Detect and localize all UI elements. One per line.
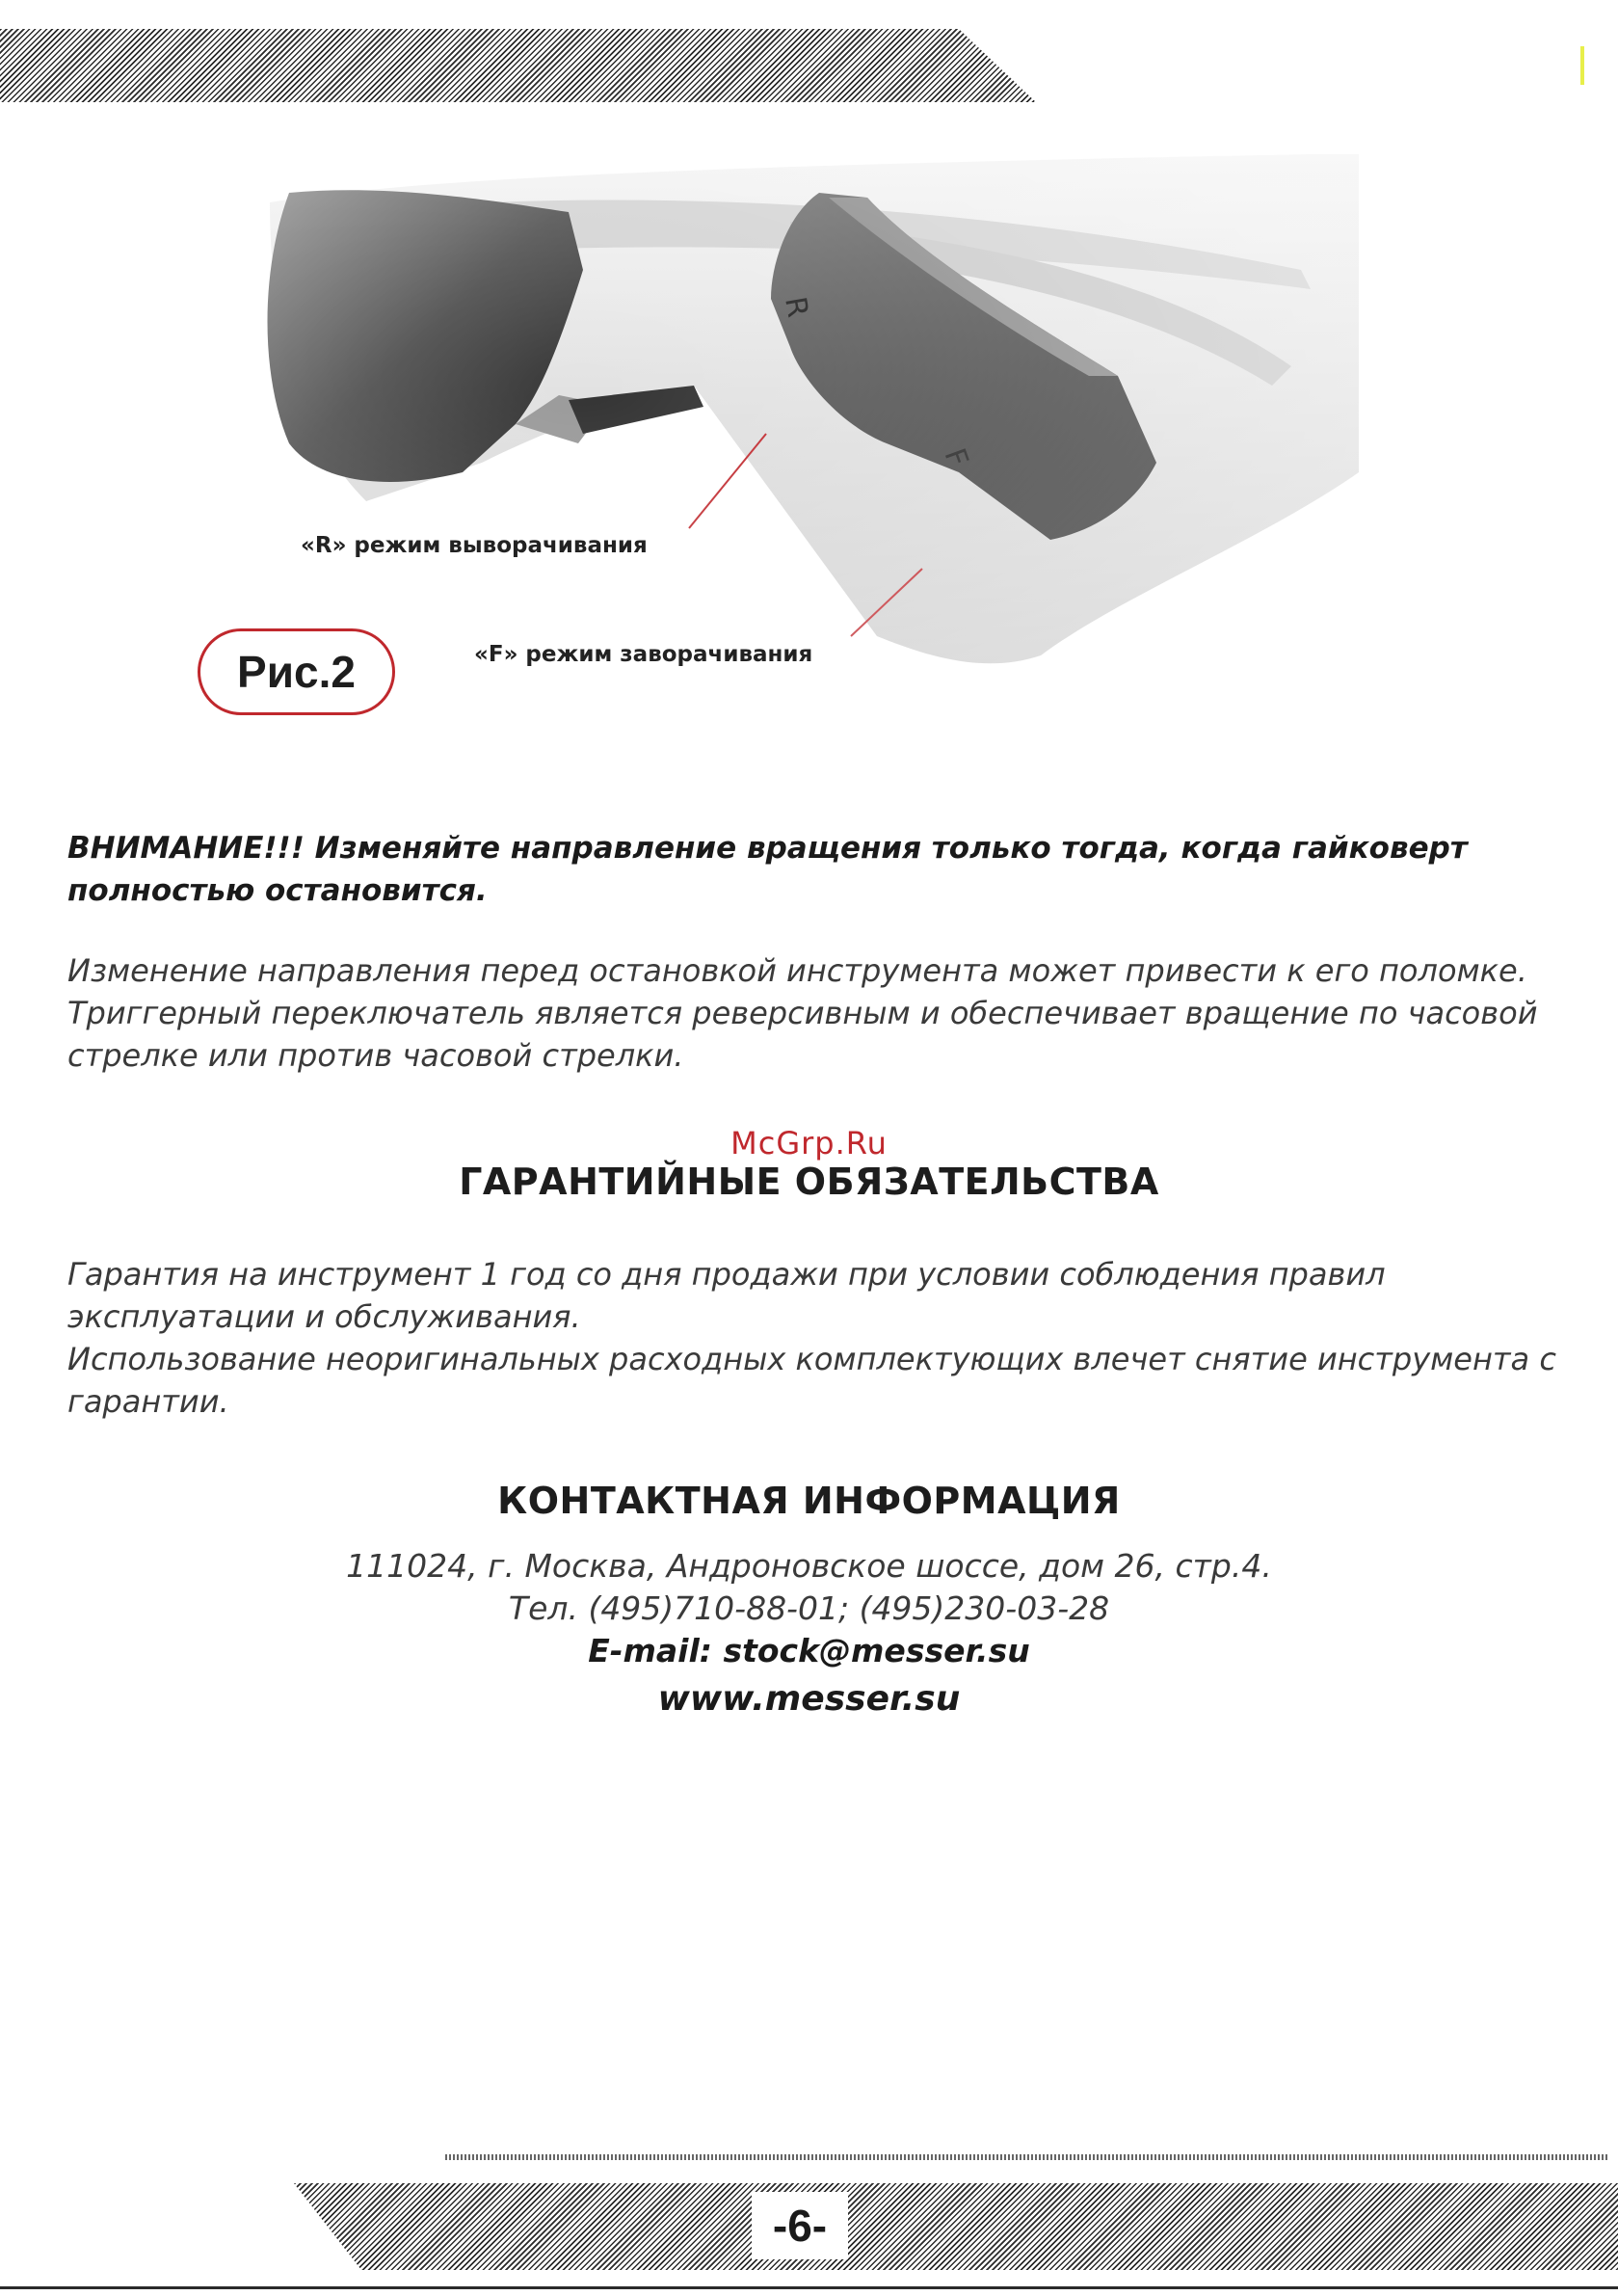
callout-f-label: «F» режим заворачивания — [474, 642, 813, 667]
warranty-line-1: Гарантия на инструмент 1 год со дня продажи при условии соблюдения правил эксплуатации и обслуживания. — [67, 1256, 1386, 1335]
contact-address: 111024, г. Москва, Андроновское шоссе, дом 26, стр.4. — [346, 1547, 1272, 1585]
contact-phones: Тел. (495)710-88-01; (495)230-03-28 — [508, 1589, 1110, 1627]
contact-website[interactable]: www.messer.su — [657, 1679, 961, 1719]
page-number-text: -6- — [772, 2201, 828, 2251]
contact-email[interactable]: E-mail: stock@messer.su — [588, 1632, 1030, 1669]
corner-mark — [1580, 46, 1584, 85]
footer-dotted-rule — [445, 2154, 1609, 2160]
figure-label-text: Рис.2 — [237, 647, 356, 697]
warranty-heading: ГАРАНТИЙНЫЕ ОБЯЗАТЕЛЬСТВА — [459, 1161, 1159, 1203]
bottom-rule — [0, 2286, 1618, 2289]
header-hatch-band — [0, 29, 1036, 102]
warranty-line-2: Использование неоригинальных расходных комплектующих влечет снятие инструмента с гарантии. — [67, 1341, 1556, 1420]
callout-r-label: «R» режим выворачивания — [301, 533, 648, 558]
contacts-heading: КОНТАКТНАЯ ИНФОРМАЦИЯ — [497, 1480, 1121, 1522]
watermark-text: McGrp.Ru — [730, 1125, 888, 1161]
switch-letter-r: R — [778, 294, 815, 320]
page-number — [752, 2192, 848, 2259]
warning-text: ВНИМАНИЕ!!! Изменяйте направление вращения только тогда, когда гайковерт полностью остановится. — [67, 831, 1468, 908]
direction-note: Изменение направления перед остановкой инструмента может привести к его поломке. Триггерный переключатель является реверсивным и обеспечивает вращение по часовой стрелке или против часовой стрелки. — [67, 952, 1538, 1074]
figure-label — [198, 628, 395, 715]
switch-letter-f: F — [937, 443, 975, 471]
footer-hatch-band — [294, 2183, 1618, 2270]
